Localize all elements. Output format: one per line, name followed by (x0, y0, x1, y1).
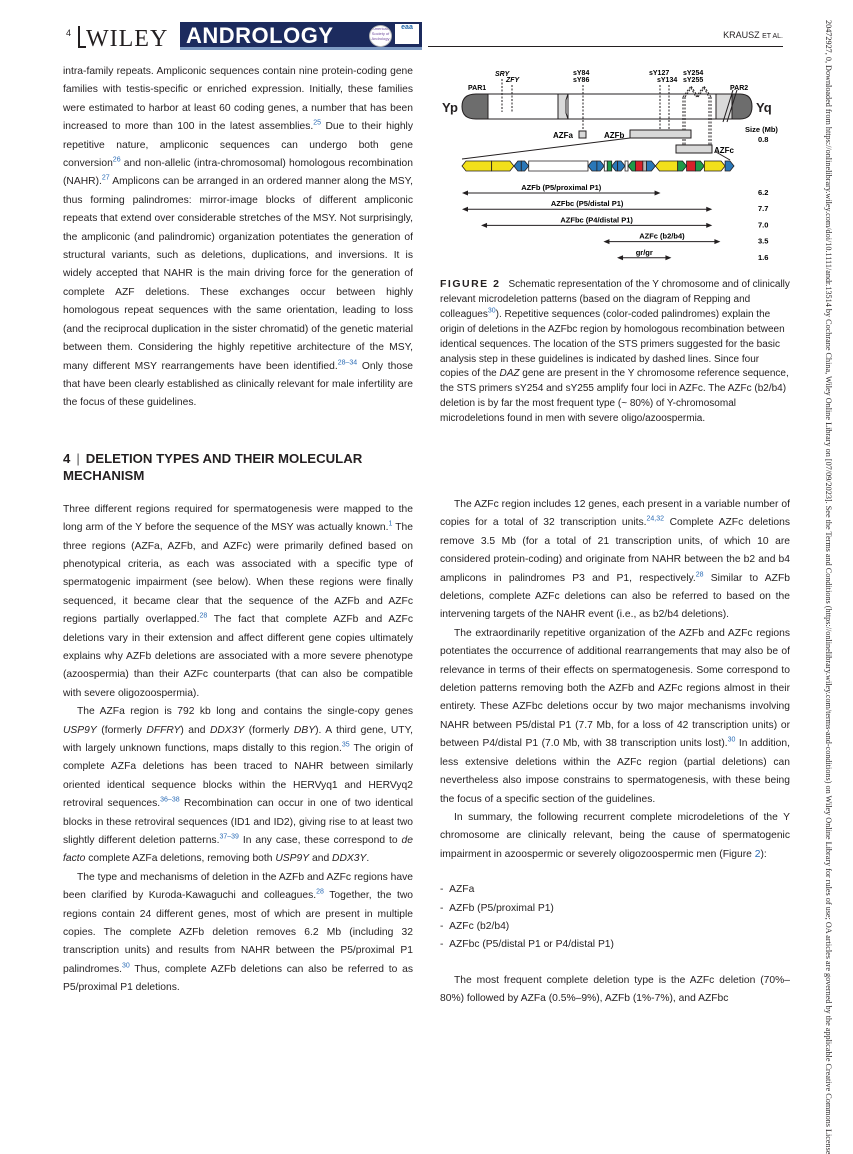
header-divider-base (78, 46, 86, 48)
text: Only those that have been clearly established as clinically relevant for male infertility are the focus of these guidelines. (63, 360, 413, 409)
paragraph (440, 496, 790, 625)
citation-link[interactable]: 30 (121, 962, 130, 970)
palindrome-segment (529, 161, 588, 171)
marker-sy86: sY86 (573, 77, 590, 84)
gene-name: DDX3Y (209, 724, 245, 736)
palindrome-segment (678, 161, 687, 171)
palindrome-segment (607, 161, 611, 171)
yq-label: Yq (756, 100, 772, 115)
palindrome-segment (628, 161, 635, 171)
figure-caption (440, 277, 790, 427)
text: ) and (180, 724, 210, 736)
paragraph (63, 501, 413, 703)
text: Amplicons can be arranged in an ordered manner along the MSY, thus forming palindromes: mirror-image blocks of different ampliconic repeats that extend over considerable stretches of the MSY. Not surprisingly, the ampliconic (and palindromic) organization potentiates the generation of structural variants, such as deletions, duplications, and inversions. It is widely accepted that NAHR is the main driving force for the generation of complete AZF deletions. These exchanges occur between highly homologous repeat sequences with the same orientation, leading to loss (and the reciprocal duplication in the sister chromatid) of the genetic material between them. Considering the highly repetitive architecture of the MSY, many different MSY rearrangements have been identified. (63, 176, 413, 372)
header-divider (78, 26, 80, 46)
palindrome-track (462, 161, 734, 171)
palindrome-segment (612, 161, 618, 171)
text: Together, the two regions contain 24 different genes, most of which are present in multiple copies. The complete AZFb deletion removes 6.2 Mb (including 32 transcription units) and results from NAHR between the P5/proximal P1 palindromes. (63, 890, 413, 975)
gene-name: DBY (293, 724, 316, 736)
figure-label: FIGURE 2 (440, 278, 501, 290)
text: and non-allelic (intra-chromosomal) homologous recombination (NAHR). (63, 158, 413, 188)
list-item: - AZFb (P5/proximal P1) (440, 902, 554, 914)
gene-name: USP9Y (63, 724, 97, 736)
italic-text: de facto (63, 835, 413, 865)
text: ). Repetitive sequences (color-coded palindromes) explain the origin of deletions in the AZFbc region by homologous recombination between identical sequences. The location of the STS primers suggested for the basic analysis step in these guidelines is indicated by dashed lines. Since four copies of the (440, 308, 785, 380)
text: The extraordinarily repetitive organization of the AZFb and AZFc regions potentiates the occurrence of additional rearrangements that may also be of relevance in terms of their effects on spermatogenesis. Some correspond to deletion patterns removing both the AZFb and AZFc regions almost in their entirety. These AZFbc deletions occur by two major mechanisms involving NAHR between P5/distal P1 (7.7 Mb, for a loss of 42 transcription units) or between P4/distal P1 (7.0 Mb, with 38 transcription units lost). (440, 627, 790, 750)
arrowhead-right (706, 223, 712, 228)
palindrome-segment (643, 161, 647, 171)
arrowhead-left (481, 223, 487, 228)
text: ). A third gene, UTY, with largely unknown functions, maps distally to this region. (63, 724, 413, 754)
text: The origin of complete AZFa deletions has been traced to NAHR between similarly oriented identical sequence blocks within the HERVyq1 and HERVyq2 retroviral sequences. (63, 743, 413, 810)
paragraph (63, 703, 413, 869)
text: In summary, the following recurrent complete microdeletions of the Y chromosome are clinically relevant, being the cause of spermatogenic impairment in azoospermic or severely oligozoospermic men (Figure (440, 811, 790, 860)
palindrome-segment (655, 161, 677, 171)
text: intra-family repeats. Ampliconic sequences contain nine protein-coding gene families with testis-specific or enriched expression. Initially, these families were estimated to harbor at least 60 coding genes, a number that has been increased to more than 100 in the latest assemblies. (63, 66, 413, 133)
palindrome-segment (588, 161, 597, 171)
deletion-label: gr/gr (635, 247, 653, 257)
arrowhead-left (462, 207, 468, 212)
text: Schematic representation of the Y chromosome and of clinically relevant microdeletion patterns (based on the diagram of Repping and colleagues (440, 279, 790, 320)
deletion-size: 7.7 (758, 204, 769, 214)
header-rule (428, 46, 783, 47)
par1-region (462, 94, 488, 119)
gene-name: DFFRY (146, 724, 181, 736)
arrowhead-left (617, 255, 623, 260)
section-number: 4 (63, 450, 71, 466)
gene-name: DAZ (499, 368, 520, 380)
paragraph (440, 625, 790, 809)
marker-sy254: sY254 (683, 70, 704, 77)
size-header: Size (Mb) (745, 125, 778, 134)
citation-link[interactable]: 28 (316, 888, 324, 896)
citation-link[interactable]: 1 (388, 520, 393, 528)
page-header (62, 22, 792, 52)
text: Thus, complete AZFb deletions can also be referred to as P5/proximal P1 deletions. (63, 963, 413, 994)
text: The type and mechanisms of deletion in the AZFb and AZFc regions have been clarified by Kuroda-Kawaguchi and colleagues. (63, 871, 413, 902)
list-item: - AZFc (b2/b4) (440, 920, 510, 932)
page-number: 4 (66, 28, 72, 38)
publisher-logo: WILEY (86, 26, 169, 52)
arrowhead-right (706, 207, 712, 212)
palindrome-segment (604, 161, 607, 171)
asa-logo-icon: American Society of Andrology (369, 25, 392, 47)
azfb-box (630, 130, 691, 138)
arrowhead-right (665, 255, 671, 260)
text: . (366, 853, 370, 865)
yp-arm (488, 94, 558, 119)
figure-link[interactable]: 2 (754, 848, 761, 860)
palindrome-segment (704, 161, 725, 171)
palindrome-segment (521, 161, 528, 171)
right-column (440, 496, 790, 1009)
citation-link[interactable]: 30 (487, 307, 496, 315)
yq-arm (568, 94, 716, 119)
arrowhead-left (603, 239, 609, 244)
text: In any case, these correspond to (238, 835, 402, 847)
text: The AZFc region includes 12 genes, each present in a variable number of copies for a total of 32 transcription units. (440, 499, 790, 529)
text: and (309, 853, 333, 865)
journal-banner (180, 22, 422, 50)
palindrome-segment (618, 161, 625, 171)
citation-link[interactable]: 36–38 (160, 796, 180, 804)
marker-sy84: sY84 (573, 70, 590, 77)
figure-2-diagram (440, 64, 795, 264)
palindrome-segment (687, 161, 696, 171)
text: Complete AZFc deletions remove 3.5 Mb (for a total of 21 transcription units, of which 10 are considered protein-coding) and originate from NAHR between the b2 and b4 amplicons in palindromes P3 and P1, respectively. (440, 517, 790, 584)
paragraph: The most frequent complete deletion type is the AZFc deletion (70%–80%) followed by AZFa (0.5%–9%), AZFb (1%-7%), and AZFbc (440, 974, 790, 1005)
citation-link[interactable]: 30 (727, 736, 736, 744)
text: gene are present in the Y chromosome reference sequence, the STS primers sY254 and sY255 amplify four loci in AZFc. The AZFc (b2/b4) deletion is by far the most frequent type (~ 80%) of Y-chromosomal microdeletions found in men with severe oligo/azoospermia. (440, 368, 789, 425)
journal-name: ANDROLOGY (186, 23, 334, 48)
section-title: DELETION TYPES AND THEIR MOLECULAR MECHANISM (63, 450, 363, 483)
arrowhead-left (462, 191, 468, 196)
expansion-line (462, 138, 630, 159)
left-column (63, 63, 413, 998)
azfb-label: AZFb (604, 131, 625, 140)
azfa-label: AZFa (553, 131, 573, 140)
section-heading (63, 450, 413, 484)
deletion-label: AZFbc (P4/distal P1) (560, 215, 633, 225)
download-notice: 20472927, 0, Downloaded from https://onlinelibrary.wiley.com/doi/10.1111/andr.13514 by Cochrane China, Wiley Online Library on [07/09/2023]. See the Terms and Conditions (https://onlinelibrary.wiley.com/terms-and-conditions) on Wiley Online Library for rules of use; OA articles are governed by the applicable Creative Commons License (824, 20, 833, 1154)
gene-name: DDX3Y (332, 853, 367, 865)
par2-label: PAR2 (730, 85, 749, 92)
text: Three different regions required for spermatogenesis were mapped to the long arm of the Y before the sequence of the MSY was actually known. (63, 503, 413, 534)
spacer (63, 413, 413, 435)
y-chromosome-diagram (440, 64, 795, 264)
citation-link[interactable]: 24,32 (646, 515, 665, 523)
citation-link[interactable]: 28 (695, 571, 704, 579)
marker-sy255: sY255 (683, 77, 704, 84)
palindrome-segment (725, 161, 734, 171)
centromere (558, 94, 568, 119)
gene-label-sry: SRY (495, 71, 510, 78)
marker-sy127: sY127 (649, 70, 670, 77)
text: The fact that complete AZFb and AZFc deletions vary in their extension and affect different gene copies ultimately explains why AZFb deletions are associated with a more severe phenotype (azoospermia) than their AZFc counterparts (that can also be compatible with severe oligozoospermia). (63, 614, 413, 699)
azfa-box (579, 131, 586, 138)
palindrome-segment (695, 161, 704, 171)
list-item: - AZFa (440, 884, 475, 896)
text: In addition, less extensive deletions within the AZFc region (partial deletions) can nevertheless also impose constrains to spermatogenesis, with these being the focus of a specific section of the guidelines. (440, 738, 790, 805)
text: (formerly (96, 724, 147, 736)
running-head-etal: ET AL. (762, 33, 783, 40)
text: Similar to AZFb deletions, complete AZFc deletions can also be referred to based on the intervening targets of the NAHR event (i.e., as b2/b4 deletions). (440, 572, 790, 621)
list-item: - AZFbc (P5/distal P1 or P4/distal P1) (440, 939, 614, 951)
text: Due to their highly repetitive nature, ampliconic sequences can undergo both gene conversion (63, 121, 413, 170)
palindrome-segment (635, 161, 642, 171)
text: The three regions (AZFa, AZFb, and AZFc) were primarily defined based on phenotypical criteria, as each was associated with a specific type of spermatogenic impairment (see below). When these regions were finally sequenced, it became clear that the sequence of the AZFb and AZFc regions partially overlapped. (63, 522, 413, 626)
text: Recombination can occur in one of two identical blocks in these retroviral sequences (ID1 and ID2), giving rise to at least two slightly different deletion patterns. (63, 798, 414, 847)
deletion-size: 6.2 (758, 188, 769, 197)
palindrome-segment (492, 161, 514, 171)
deletion-size: 3.5 (758, 236, 769, 246)
gene-name: USP9Y (275, 853, 310, 865)
azfc-label: AZFc (714, 146, 734, 155)
citation-link[interactable]: 35 (341, 741, 350, 749)
deletion-patterns (462, 183, 768, 262)
eaa-logo-icon: eaa (395, 24, 419, 44)
deletion-size: 7.0 (758, 220, 769, 230)
azfc-box (676, 145, 712, 153)
citation-link[interactable]: 26 (112, 156, 121, 164)
deletion-label: AZFbc (P5/distal P1) (550, 199, 624, 209)
arrowhead-right (655, 191, 661, 196)
palindrome-segment (647, 161, 656, 171)
deletion-size: 1.6 (758, 252, 769, 262)
paragraph (63, 63, 413, 413)
yp-label: Yp (442, 100, 458, 115)
citation-link[interactable]: 25 (313, 119, 322, 127)
deletion-label: AZFb (P5/proximal P1) (521, 183, 602, 192)
running-head-author: KRAUSZ (723, 30, 760, 40)
paragraph (63, 869, 413, 998)
palindrome-segment (514, 161, 521, 171)
palindrome-segment (597, 161, 604, 171)
text: ): (760, 848, 767, 860)
text: The AZFa region is 792 kb long and contains the single-copy genes (77, 706, 413, 718)
citation-link[interactable]: 37–39 (219, 833, 239, 841)
marker-sy134: sY134 (657, 77, 678, 84)
arrowhead-right (714, 239, 720, 244)
paragraph (440, 809, 790, 864)
par1-label: PAR1 (468, 85, 487, 92)
text: (formerly (244, 724, 294, 736)
citation-link[interactable]: 28 (199, 612, 208, 620)
citation-link[interactable]: 27 (101, 175, 110, 183)
size-value: 0.8 (758, 135, 769, 144)
heading-divider: | (76, 450, 80, 466)
deletion-list (440, 881, 790, 955)
palindrome-segment (462, 161, 492, 171)
citation-link[interactable]: 28–34 (337, 359, 358, 367)
deletion-label: AZFc (b2/b4) (639, 231, 685, 241)
running-head (723, 30, 783, 40)
text: complete AZFa deletions, removing both (85, 853, 276, 865)
gene-label-zfy: ZFY (506, 77, 520, 84)
